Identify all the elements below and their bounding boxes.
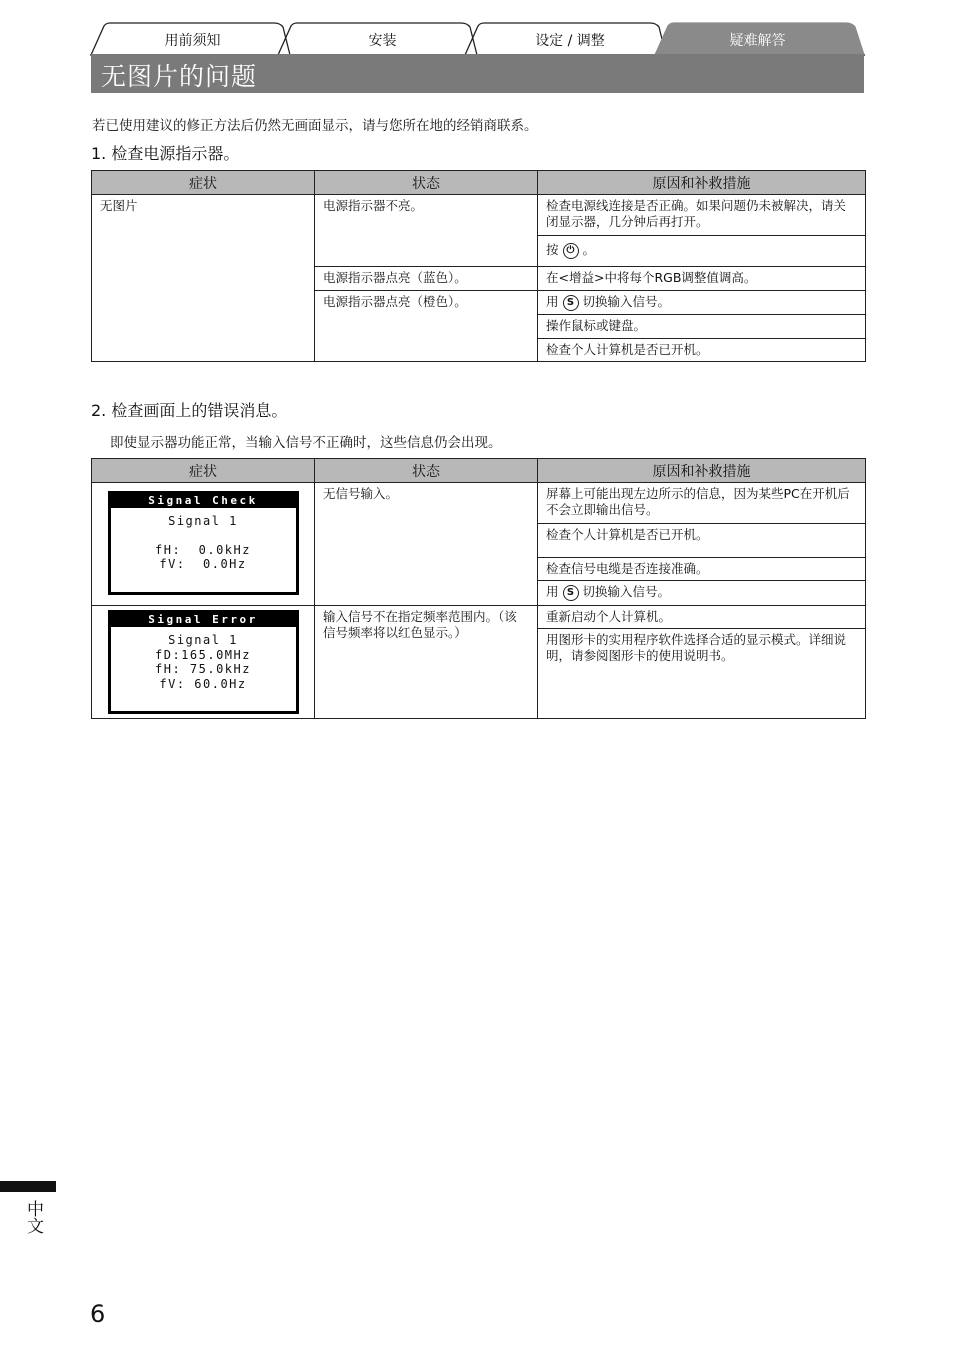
input-select-icon: S <box>563 585 579 601</box>
osd-line: Signal 1 <box>168 514 238 528</box>
status-cell: 无信号输入。 <box>315 483 538 606</box>
remedy-text: 切换输入信号。 <box>582 294 671 309</box>
table-header-row <box>92 171 866 195</box>
power-icon: ⏻ <box>563 243 579 259</box>
remedy-cell <box>538 236 866 267</box>
section2-heading: 2. 检查画面上的错误消息。 <box>91 401 288 420</box>
symptom-cell: 无图片 <box>92 195 315 362</box>
table-header-row <box>92 459 866 483</box>
section2-subtext: 即使显示器功能正常，当输入信号不正确时，这些信息仍会出现。 <box>110 435 502 451</box>
remedy-cell: 检查个人计算机是否已开机。 <box>538 339 866 362</box>
remedy-cell: 操作鼠标或键盘。 <box>538 315 866 339</box>
input-select-icon: S <box>563 295 579 311</box>
osd-line: fV: 0.0Hz <box>159 557 247 571</box>
osd-header: Signal Error <box>111 613 296 627</box>
table-row <box>92 606 866 629</box>
symptom-cell <box>92 483 315 606</box>
remedy-cell: 检查信号电缆是否连接准确。 <box>538 558 866 581</box>
status-cell: 电源指示器点亮（橙色）。 <box>315 291 538 362</box>
header-symptom: 症状 <box>92 459 315 483</box>
remedy-text: 用 <box>546 584 559 599</box>
header-remedy: 原因和补救措施 <box>538 171 866 195</box>
osd-signal-check <box>108 491 299 595</box>
remedy-text: 切换输入信号。 <box>582 584 671 599</box>
power-indicator-table <box>91 170 866 362</box>
page-number: 6 <box>90 1300 106 1328</box>
table-row <box>92 195 866 236</box>
language-label: 中文 <box>23 1200 43 1234</box>
header-status: 状态 <box>315 171 538 195</box>
header-symptom: 症状 <box>92 171 315 195</box>
section-tabs <box>90 22 865 56</box>
osd-header: Signal Check <box>111 494 296 508</box>
symptom-cell <box>92 606 315 719</box>
remedy-text: 用 <box>546 294 559 309</box>
remedy-cell <box>538 581 866 606</box>
osd-signal-error <box>108 610 299 714</box>
osd-line: fV: 60.0Hz <box>159 676 247 691</box>
osd-line: fH: 0.0kHz <box>155 542 251 557</box>
header-remedy: 原因和补救措施 <box>538 459 866 483</box>
osd-line: Signal 1 <box>168 633 238 647</box>
tab-troubleshooting[interactable]: 疑难解答 <box>729 33 786 49</box>
remedy-text: 。 <box>582 242 596 257</box>
section1-heading: 1. 检查电源指示器。 <box>91 144 240 163</box>
header-status: 状态 <box>315 459 538 483</box>
remedy-cell: 用图形卡的实用程序软件选择合适的显示模式。详细说明，请参阅图形卡的使用说明书。 <box>538 629 866 719</box>
status-cell: 电源指示器不亮。 <box>315 195 538 267</box>
remedy-cell: 在<增益>中将每个RGB调整值调高。 <box>538 267 866 291</box>
status-cell: 输入信号不在指定频率范围内。（该信号频率将以红色显示。） <box>315 606 538 719</box>
osd-line: fH: 75.0kHz <box>155 662 251 676</box>
remedy-cell: 屏幕上可能出现左边所示的信息，因为某些PC在开机后不会立即输出信号。 <box>538 483 866 524</box>
remedy-text: 按 <box>546 242 559 257</box>
tab-before-use[interactable]: 用前须知 <box>164 33 221 49</box>
osd-line: fD:165.0MHz <box>155 647 251 662</box>
remedy-cell: 重新启动个人计算机。 <box>538 606 866 629</box>
tab-settings[interactable]: 设定 / 调整 <box>535 33 605 49</box>
osd-spacer <box>111 529 296 543</box>
tab-installation[interactable]: 安装 <box>368 33 397 49</box>
table-row <box>92 483 866 524</box>
remedy-cell: 检查电源线连接是否正确。如果问题仍未被解决，请关闭显示器，几分钟后再打开。 <box>538 195 866 236</box>
remedy-cell: 检查个人计算机是否已开机。 <box>538 524 866 558</box>
page-title-bar <box>91 54 864 93</box>
status-cell: 电源指示器点亮（蓝色）。 <box>315 267 538 291</box>
error-message-table <box>91 458 866 719</box>
page-title: 无图片的问题 <box>101 62 258 91</box>
language-marker-bar <box>0 1181 56 1192</box>
intro-text: 若已使用建议的修正方法后仍然无画面显示，请与您所在地的经销商联系。 <box>92 118 538 134</box>
remedy-cell <box>538 291 866 315</box>
